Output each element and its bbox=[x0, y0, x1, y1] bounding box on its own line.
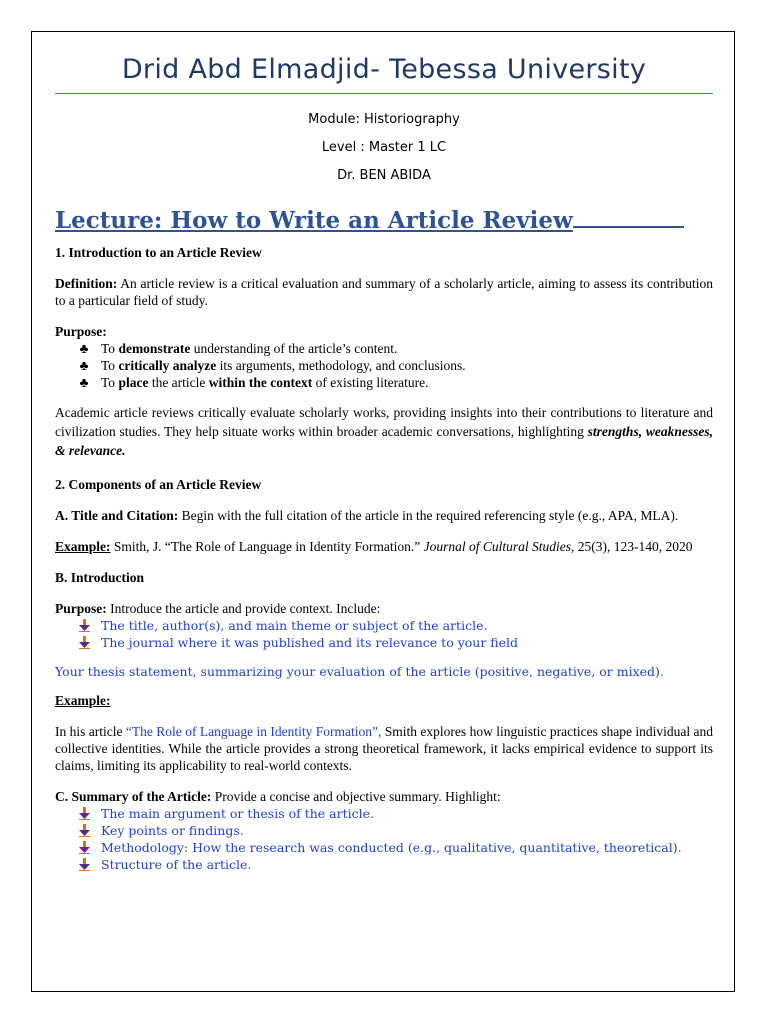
section2-heading: 2. Components of an Article Review bbox=[55, 477, 262, 492]
citation-example: Example: Smith, J. “The Role of Language in Identity Formation.” Journal of Cultural Studies, 25(3), 123-140, 2020 bbox=[55, 539, 693, 554]
introduction-heading: B. Introduction bbox=[55, 570, 145, 585]
down-arrow-bullet-icon bbox=[77, 839, 91, 856]
article-quote: “The Role of Language in Identity Formation”, bbox=[125, 724, 382, 739]
overview-paragraph: Academic article reviews critically evaluate scholarly works, providing insights into their contributions to literature and civilization studies. They help situate works within broader academic conversations, highlighting strengths, weaknesses, & relevance. bbox=[55, 405, 713, 458]
lecture-title-text: Lecture: How to Write an Article Review bbox=[55, 207, 573, 234]
list-item: The title, author(s), and main theme or subject of the article. bbox=[55, 617, 713, 634]
document-body bbox=[55, 50, 713, 873]
title-rule bbox=[55, 93, 713, 94]
down-arrow-bullet-icon bbox=[77, 805, 91, 822]
list-item: Methodology: How the research was conducted (e.g., qualitative, quantitative, theoretical). bbox=[55, 839, 713, 856]
lecture-title bbox=[55, 204, 713, 236]
definition-label: Definition: bbox=[55, 276, 118, 291]
purpose-list bbox=[55, 340, 713, 391]
list-item: ♣ To critically analyze its arguments, methodology, and conclusions. bbox=[55, 357, 713, 374]
summary-list bbox=[55, 805, 713, 873]
list-item: The main argument or thesis of the article. bbox=[55, 805, 713, 822]
club-bullet-icon: ♣ bbox=[79, 375, 89, 390]
title-citation-paragraph: A. Title and Citation: Begin with the full citation of the article in the required referencing style (e.g., APA, MLA). bbox=[55, 508, 679, 523]
list-item: ♣ To place the article within the context of existing literature. bbox=[55, 374, 713, 391]
university-title: Drid Abd Elmadjid- Tebessa University bbox=[121, 54, 647, 85]
list-item: The journal where it was published and its relevance to your field bbox=[55, 634, 713, 651]
example2-paragraph: In his article “The Role of Language in Identity Formation”, Smith explores how linguistic practices shape individual and collective identities. While the article provides a strong theoretical framework, it lacks empirical evidence to support its claims, limiting its applicability to real-world contexts. bbox=[55, 724, 713, 773]
lecture-title-underline bbox=[573, 204, 684, 228]
club-bullet-icon: ♣ bbox=[79, 358, 89, 373]
list-item: Structure of the article. bbox=[55, 856, 713, 873]
list-item: ♣ To demonstrate understanding of the article’s content. bbox=[55, 340, 713, 357]
level-line: Level : Master 1 LC bbox=[321, 140, 447, 155]
teacher-line: Dr. BEN ABIDA bbox=[337, 168, 431, 183]
down-arrow-bullet-icon bbox=[77, 634, 91, 651]
summary-paragraph: C. Summary of the Article: Provide a concise and objective summary. Highlight: bbox=[55, 789, 501, 804]
down-arrow-bullet-icon bbox=[77, 617, 91, 634]
purpose-label: Purpose: bbox=[55, 324, 107, 339]
emphasis-text: strengths, weaknesses, & relevance. bbox=[55, 424, 713, 458]
club-bullet-icon: ♣ bbox=[79, 341, 89, 356]
down-arrow-bullet-icon bbox=[77, 856, 91, 873]
section1-heading: 1. Introduction to an Article Review bbox=[55, 245, 262, 260]
down-arrow-bullet-icon bbox=[77, 822, 91, 839]
example2-label: Example: bbox=[55, 693, 111, 708]
example-label: Example: bbox=[55, 539, 111, 554]
list-item: Key points or findings. bbox=[55, 822, 713, 839]
introduction-list bbox=[55, 617, 713, 651]
module-line: Module: Historiography bbox=[308, 112, 460, 127]
definition-text: An article review is a critical evaluation and summary of a scholarly article, aiming to assess its contribution to a particular field of study. bbox=[55, 276, 713, 308]
thesis-statement-line: Your thesis statement, summarizing your evaluation of the article (positive, negative, or mixed). bbox=[55, 664, 664, 679]
introduction-purpose: Purpose: Introduce the article and provide context. Include: bbox=[55, 601, 381, 616]
definition-paragraph bbox=[55, 275, 713, 309]
